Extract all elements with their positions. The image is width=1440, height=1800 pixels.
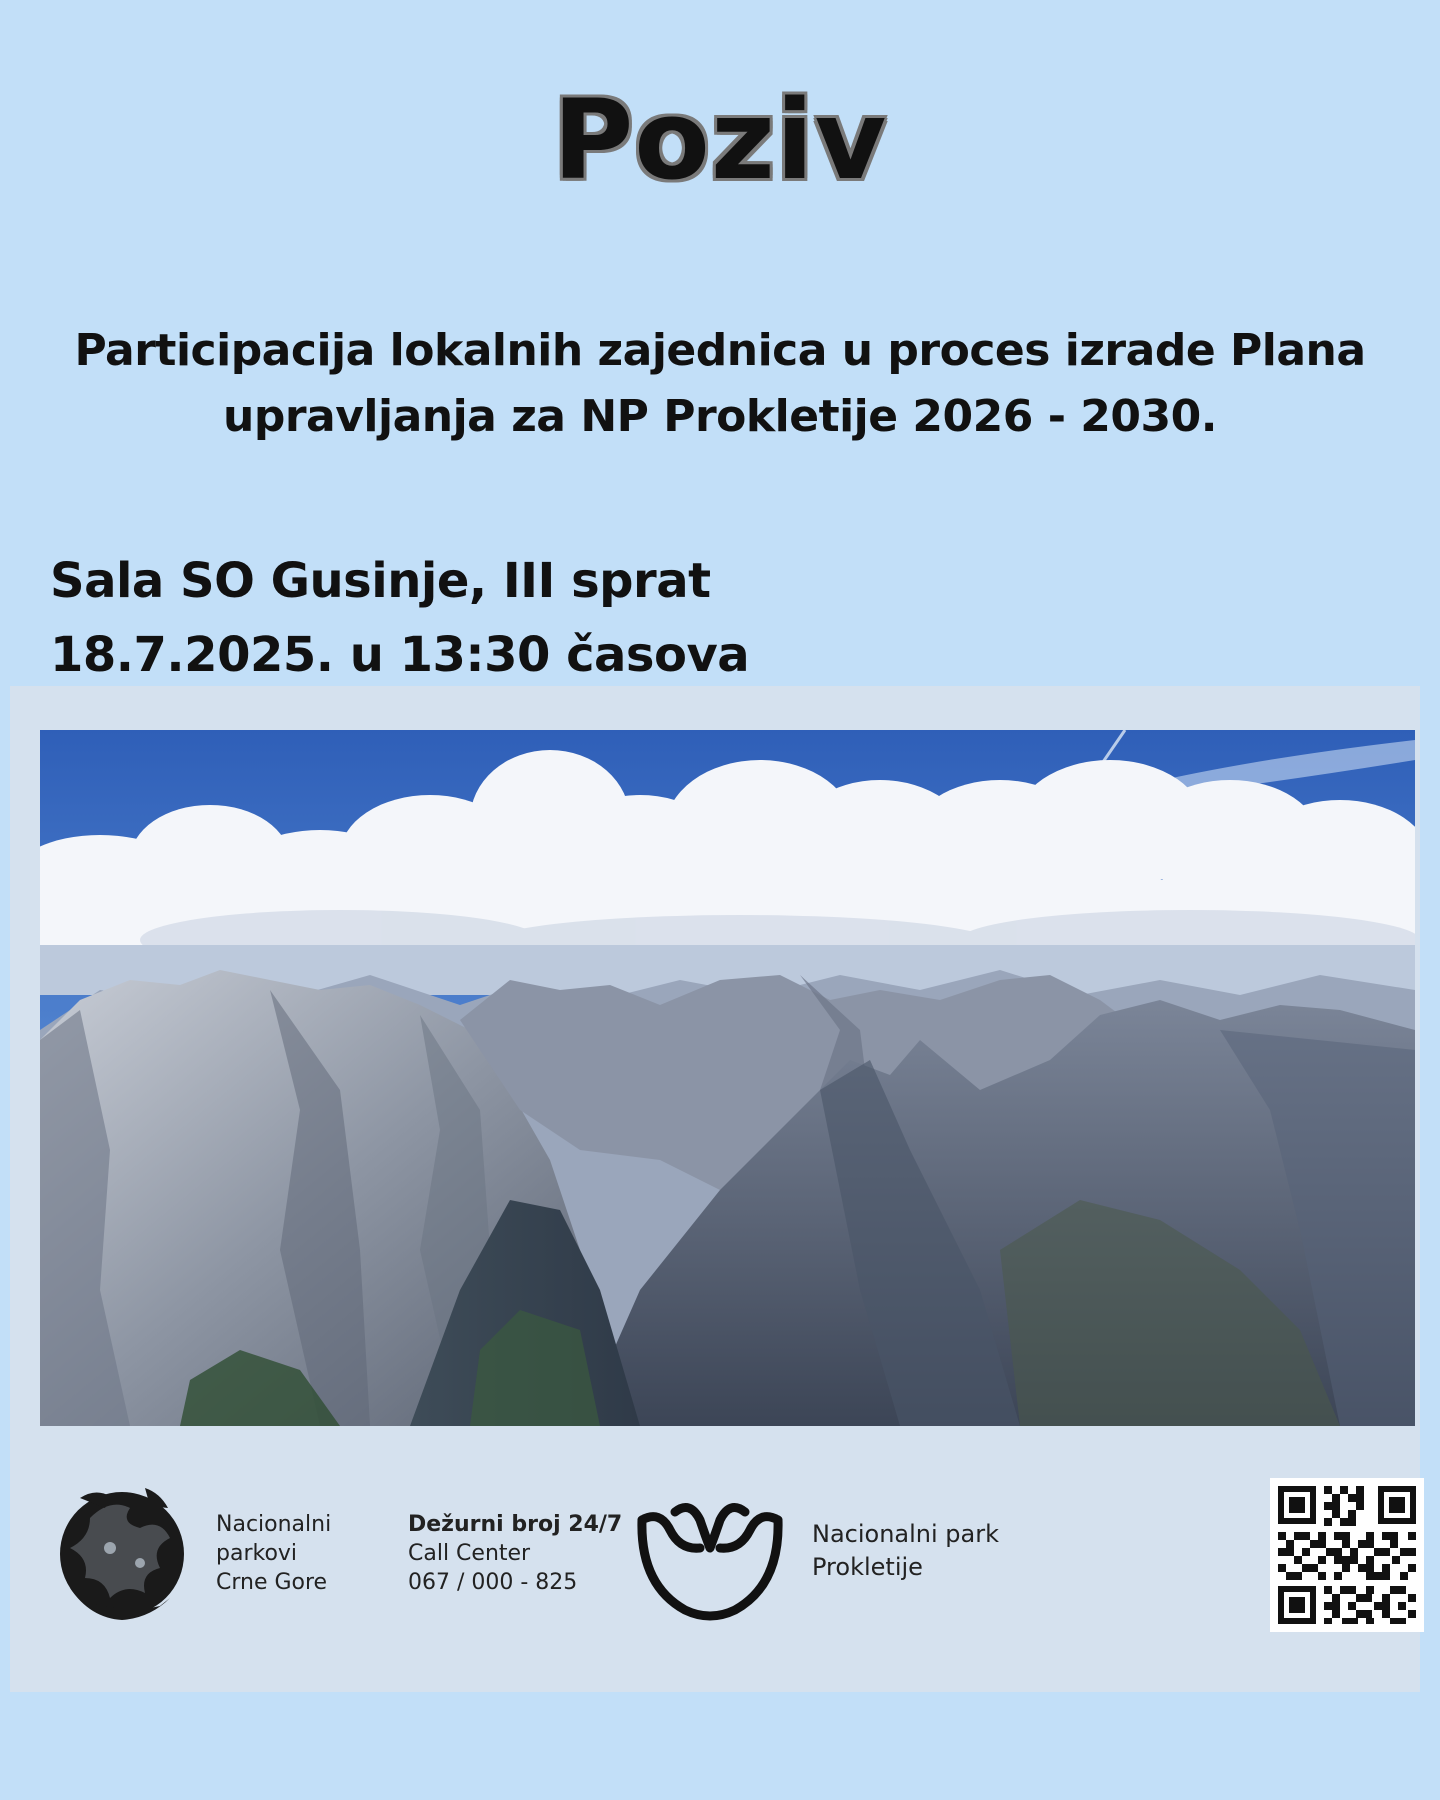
org2-line-1: Nacionalni park bbox=[812, 1520, 1000, 1548]
org1-line-1: Nacionalni bbox=[216, 1512, 332, 1537]
org1-name bbox=[216, 1510, 331, 1597]
event-details bbox=[50, 544, 749, 692]
event-location: Sala SO Gusinje, III sprat bbox=[50, 553, 711, 609]
hotline-number: 067 / 000 - 825 bbox=[408, 1570, 578, 1595]
hotline-title: Dežurni broj 24/7 bbox=[408, 1512, 623, 1537]
poster-subtitle bbox=[20, 318, 1420, 450]
org2-name bbox=[812, 1518, 999, 1584]
org1-line-3: Crne Gore bbox=[216, 1570, 328, 1595]
qr-code-icon[interactable] bbox=[1270, 1478, 1424, 1632]
subtitle-line-1: Participacija lokalnih zajednica u proces izrade Plana bbox=[74, 325, 1366, 376]
mountain-photo bbox=[40, 730, 1415, 1426]
event-datetime: 18.7.2025. u 13:30 časova bbox=[50, 627, 750, 683]
hotline-info bbox=[408, 1510, 622, 1597]
subtitle-line-2: upravljanja za NP Prokletije 2026 - 2030. bbox=[223, 391, 1217, 442]
np-prokletije-logo-icon bbox=[630, 1490, 790, 1630]
org2-line-2: Prokletije bbox=[812, 1553, 923, 1581]
org1-line-2: parkovi bbox=[216, 1541, 298, 1566]
poster-title: Poziv bbox=[552, 76, 888, 204]
hotline-label: Call Center bbox=[408, 1541, 531, 1566]
nacionalni-parkovi-logo-icon bbox=[50, 1478, 194, 1626]
